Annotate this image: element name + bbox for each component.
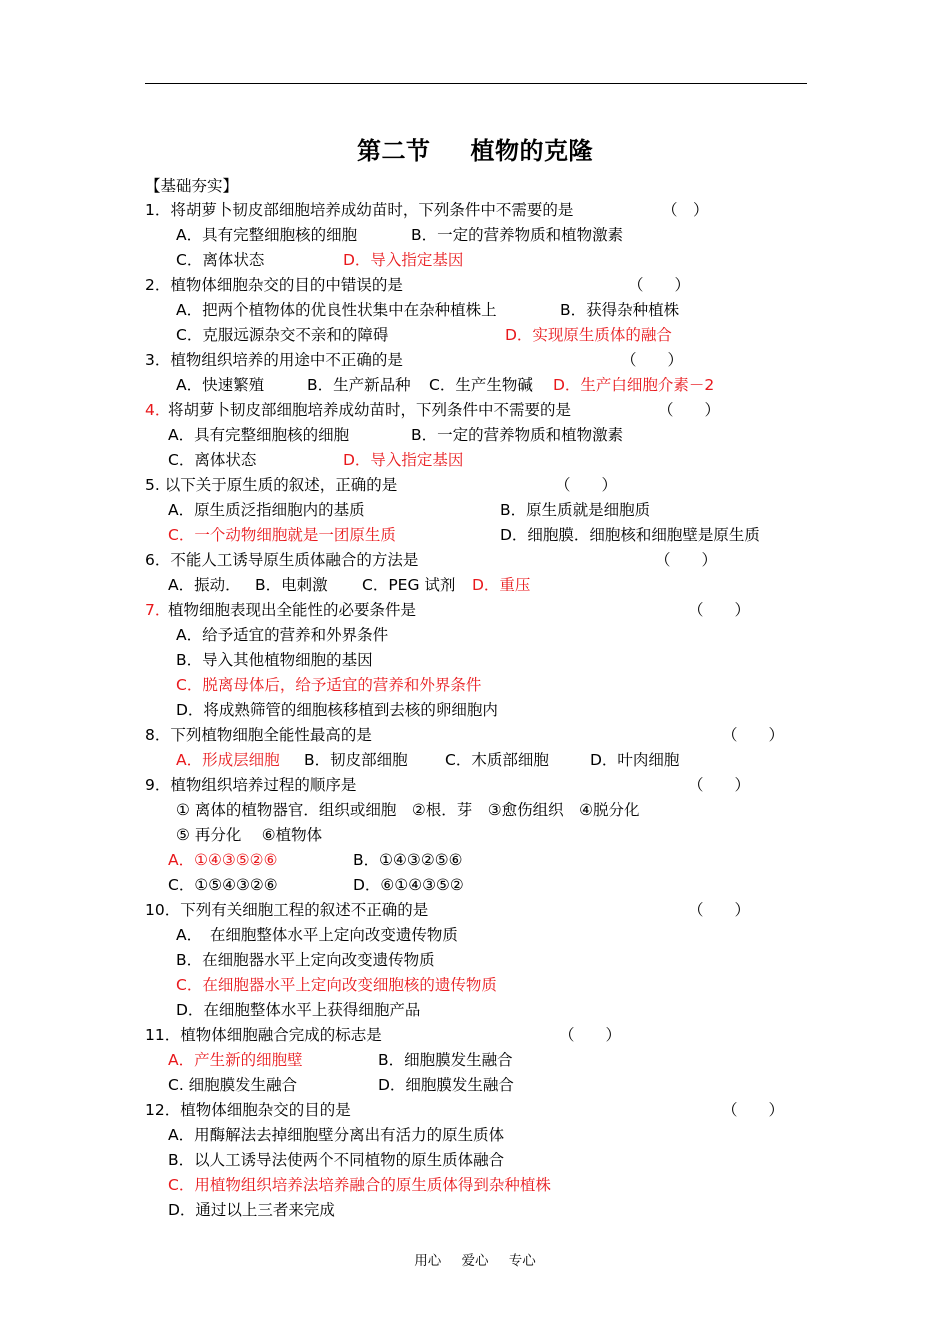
text-line: D．细胞膜发生融合 (378, 1076, 514, 1094)
text-line: A．用酶解法去掉细胞壁分离出有活力的原生质体 (168, 1126, 505, 1144)
text-line: 5. 以下关于原生质的叙述，正确的是 (145, 476, 398, 494)
text-line: 1．将胡萝卜韧皮部细胞培养成幼苗时，下列条件中不需要的是 (145, 201, 574, 219)
text-line: 植物细胞表现出全能性的必要条件是 (168, 601, 417, 619)
text-line: C．脱离母体后，给予适宜的营养和外界条件 (176, 676, 482, 694)
text-line: B．一定的营养物质和植物激素 (411, 226, 624, 244)
text-line: D．细胞膜．细胞核和细胞壁是原生质 (500, 526, 760, 544)
text-line: A．振动． (168, 576, 241, 594)
text-line: A．形成层细胞 (176, 751, 280, 769)
text-line: B．细胞膜发生融合 (378, 1051, 513, 1069)
text-line: A．①④③⑤②⑥ (168, 851, 278, 869)
text-line: （ ） (688, 776, 751, 794)
text-line: C．用植物组织培养法培养融合的原生质体得到杂种植株 (168, 1176, 551, 1194)
title-topic: 植物的克隆 (470, 137, 593, 165)
text-line: B．在细胞器水平上定向改变遗传物质 (176, 951, 435, 969)
text-line: C．生产生物碱 (429, 376, 533, 394)
text-line: D．导入指定基因 (343, 251, 464, 269)
text-line: D．将成熟筛管的细胞核移植到去核的卵细胞内 (176, 701, 498, 719)
text-line: （ ） (722, 726, 785, 744)
text-line: A．具有完整细胞核的细胞 (176, 226, 358, 244)
text-line: C．离体状态 (176, 251, 265, 269)
text-line: C．PEG 试剂 (362, 576, 456, 594)
title-section: 第二节 (357, 137, 431, 165)
text-line: 4． (145, 401, 171, 419)
text-line: A．产生新的细胞壁 (168, 1051, 303, 1069)
text-line: 12．植物体细胞杂交的目的是 (145, 1101, 351, 1119)
text-line: A．原生质泛指细胞内的基质 (168, 501, 365, 519)
text-line: B．生产新品种 (307, 376, 411, 394)
text-line: B．导入其他植物细胞的基因 (176, 651, 373, 669)
text-line: 10．下列有关细胞工程的叙述不正确的是 (145, 901, 429, 919)
text-line: 9．植物组织培养过程的顺序是 (145, 776, 357, 794)
text-line: （ ） (688, 901, 751, 919)
text-line: （ ） (662, 201, 709, 219)
text-line: （ ） (628, 276, 691, 294)
section-heading: 【基础夯实】 (145, 177, 239, 195)
text-line: A．把两个植物体的优良性状集中在杂种植株上 (176, 301, 497, 319)
page-footer (0, 1249, 950, 1269)
text-line: ① 离体的植物器官．组织或细胞 ②根．芽 ③愈伤组织 ④脱分化 (176, 801, 640, 819)
text-line: C．克服远源杂交不亲和的障碍 (176, 326, 389, 344)
text-line: C．在细胞器水平上定向改变细胞核的遗传物质 (176, 976, 497, 994)
text-line: C．一个动物细胞就是一团原生质 (168, 526, 396, 544)
text-line: D．⑥①④③⑤② (353, 876, 464, 894)
text-line: 11．植物体细胞融合完成的标志是 (145, 1026, 382, 1044)
text-line: （ ） (621, 351, 684, 369)
footer-word-2: 爱心 (461, 1253, 489, 1269)
text-line: A．具有完整细胞核的细胞 (168, 426, 350, 444)
text-line: 8．下列植物细胞全能性最高的是 (145, 726, 372, 744)
text-line: C．木质部细胞 (445, 751, 549, 769)
footer-word-1: 用心 (414, 1253, 442, 1269)
text-line: A．快速繁殖 (176, 376, 265, 394)
text-line: B．获得杂种植株 (560, 301, 680, 319)
text-line: B．以人工诱导法使两个不同植物的原生质体融合 (168, 1151, 505, 1169)
text-line: ⑤ 再分化 ⑥植物体 (176, 826, 323, 844)
page-title (0, 131, 950, 166)
text-line: （ ） (555, 476, 618, 494)
text-line: D．叶肉细胞 (590, 751, 680, 769)
text-line: 7． (145, 601, 171, 619)
text-line: （ ） (655, 551, 718, 569)
text-line: C．离体状态 (168, 451, 257, 469)
text-line: D．通过以上三者来完成 (168, 1201, 335, 1219)
text-line: C．①⑤④③②⑥ (168, 876, 278, 894)
text-line: A． 在细胞整体水平上定向改变遗传物质 (176, 926, 458, 944)
text-line: 3．植物组织培养的用途中不正确的是 (145, 351, 403, 369)
text-line: 将胡萝卜韧皮部细胞培养成幼苗时，下列条件中不需要的是 (168, 401, 572, 419)
text-line: B．一定的营养物质和植物激素 (411, 426, 624, 444)
text-line: B．①④③②⑤⑥ (353, 851, 463, 869)
text-line: 6．不能人工诱导原生质体融合的方法是 (145, 551, 419, 569)
text-line: D．在细胞整体水平上获得细胞产品 (176, 1001, 421, 1019)
text-line: 2．植物体细胞杂交的目的中错误的是 (145, 276, 403, 294)
text-line: （ ） (722, 1101, 785, 1119)
text-line: C. 细胞膜发生融合 (168, 1076, 298, 1094)
text-line: （ ） (559, 1026, 622, 1044)
text-line: （ ） (688, 601, 751, 619)
text-line: （ ） (658, 401, 721, 419)
text-line: D．导入指定基因 (343, 451, 464, 469)
text-line: D．重压 (472, 576, 531, 594)
text-line: B．电刺激 (255, 576, 328, 594)
text-line: B．韧皮部细胞 (304, 751, 408, 769)
footer-word-3: 专心 (508, 1253, 536, 1269)
text-line: A．给予适宜的营养和外界条件 (176, 626, 389, 644)
text-line: D．实现原生质体的融合 (505, 326, 672, 344)
text-line: B．原生质就是细胞质 (500, 501, 651, 519)
header-rule (145, 83, 807, 84)
text-line: D．生产白细胞介素－2 (553, 376, 715, 394)
